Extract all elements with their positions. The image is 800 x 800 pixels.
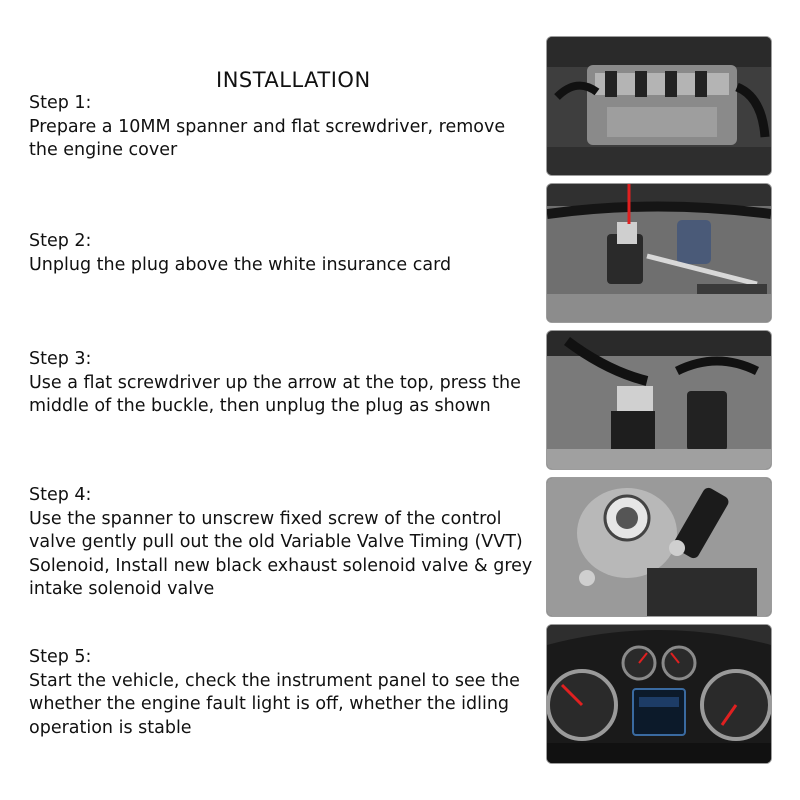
instrument-panel-icon: [547, 625, 771, 763]
step-3: [29, 348, 539, 419]
page-title: INSTALLATION: [216, 68, 371, 92]
unplug-connector-icon: [547, 184, 771, 322]
solenoid-valve-icon: [547, 478, 771, 616]
step-5-photo: [546, 624, 772, 764]
step-heading: Step 5:: [29, 647, 92, 667]
step-text: Use a flat screwdriver up the arrow at the top, press the middle of the buckle, then unplug the plug as shown: [29, 372, 521, 416]
step-text: Use the spanner to unscrew fixed screw of the control valve gently pull out the old Variable Valve Timing (VVT) Solenoid, Install new black exhaust solenoid valve & grey intake solenoid valve: [29, 508, 533, 599]
step-heading: Step 1:: [29, 93, 92, 113]
step-1-photo: [546, 36, 772, 176]
step-heading: Step 3:: [29, 349, 92, 369]
step-text: Unplug the plug above the white insurance card: [29, 254, 452, 275]
step-heading: Step 2:: [29, 231, 92, 251]
step-5: [29, 646, 539, 740]
step-4-photo: [546, 477, 772, 617]
step-text: Start the vehicle, check the instrument panel to see the whether the engine fault light is off, whether the idling operation is stable: [29, 670, 520, 738]
step-text: Prepare a 10MM spanner and flat screwdriver, remove the engine cover: [29, 116, 506, 160]
step-1: [29, 92, 539, 163]
step-heading: Step 4:: [29, 485, 92, 505]
step-2-photo: [546, 183, 772, 323]
step-2: [29, 230, 539, 277]
step-3-photo: [546, 330, 772, 470]
connector-plug-icon: [547, 331, 771, 469]
engine-bay-icon: [547, 37, 771, 175]
step-4: [29, 484, 539, 602]
